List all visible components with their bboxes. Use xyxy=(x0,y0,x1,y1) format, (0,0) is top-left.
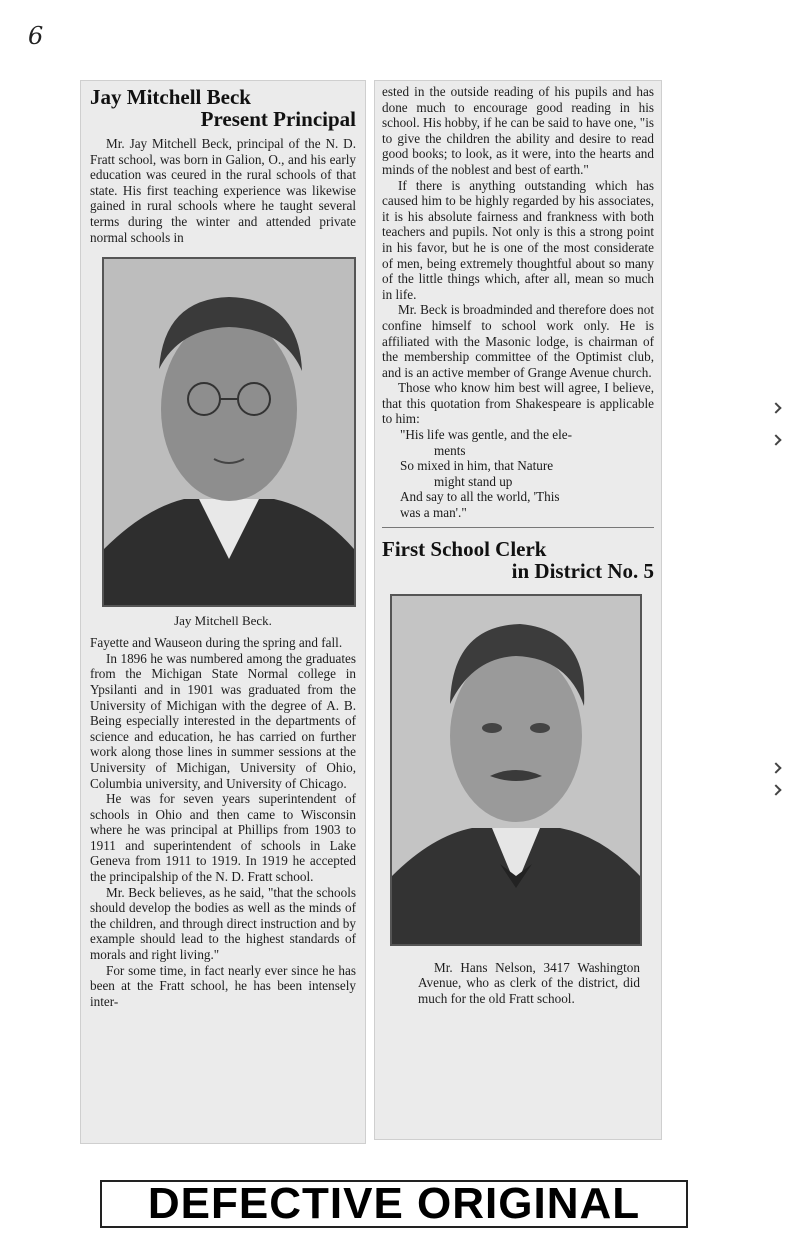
poem-line-3: So mixed in him, that Nature xyxy=(400,458,554,474)
beck-continuation-3: Those who know him best will agree, I believe, that this quotation from Shakespeare is applicable to him: xyxy=(382,380,654,427)
article-divider xyxy=(382,527,654,528)
beck-continuation-paragraph: ested in the outside reading of his pupils and has done much to encourage good reading in his school. His hobby, if he can be said to have one, "is to give the children the ability and desire to read good books; to look, as it were, into the hearts and minds of the noblest and best of earth." xyxy=(382,84,654,177)
defective-original-stamp xyxy=(100,1180,688,1228)
left-clipping xyxy=(80,80,366,1144)
margin-tick-mark xyxy=(770,784,781,795)
beck-headline-line2: Present Principal xyxy=(200,107,356,131)
nelson-caption: Mr. Hans Nelson, 3417 Washington Avenue, who as clerk of the district, did much for the old Fratt school. xyxy=(418,959,640,1006)
beck-headline-line1: Jay Mitchell Beck xyxy=(90,85,251,109)
right-clipping xyxy=(374,80,662,1140)
margin-tick-mark xyxy=(770,402,781,413)
poem-line-5: And say to all the world, 'This xyxy=(400,489,560,505)
beck-paragraph-3: He was for seven years superintendent of schools in Ohio and then came to Wisconsin where he was principal at Phillips from 1903 to 1911 and superintendent of schools in Lake Geneva from 1911 to 1919. In 1919 he accepted the principalship of the N. D. Fratt school. xyxy=(90,791,356,885)
margin-tick-mark xyxy=(770,434,781,445)
beck-photo-caption: Jay Mitchell Beck. xyxy=(174,613,272,629)
clerk-headline-line2: in District No. 5 xyxy=(511,558,654,583)
beck-paragraph-5: For some time, in fact nearly ever since he has been at the Fratt school, he has been intensely inter- xyxy=(90,962,356,1009)
beck-portrait-figure xyxy=(104,259,354,605)
beck-paragraph-1: Fayette and Wauseon during the spring and fall. xyxy=(90,635,343,651)
beck-continuation-2: Mr. Beck is broadminded and therefore does not confine himself to school work only. He is affiliated with the Masonic lodge, is chairman of the membership committee of the Optimist club, and is an active member of Grange Avenue church. xyxy=(382,302,654,380)
poem-line-6: was a man'." xyxy=(400,505,467,521)
shakespeare-quotation xyxy=(382,427,654,521)
beck-portrait-photo xyxy=(102,257,356,607)
poem-line-1: "His life was gentle, and the ele- xyxy=(400,427,572,443)
beck-headline xyxy=(90,86,356,130)
clerk-headline xyxy=(382,538,654,582)
stamp-text: DEFECTIVE ORIGINAL xyxy=(147,1179,641,1228)
margin-tick-mark xyxy=(770,762,781,773)
nelson-portrait-photo xyxy=(390,594,642,946)
nelson-portrait-figure xyxy=(392,596,640,944)
beck-paragraph-4: Mr. Beck believes, as he said, "that the schools should develop the bodies as well as the minds of the children, and through direct instruction and by example should lead to the highest standards of morals and right living." xyxy=(90,884,356,963)
beck-intro-paragraph: Mr. Jay Mitchell Beck, principal of the N. D. Fratt school, was born in Galion, O., and his early education was ceured in the rural schools of that state. His first teaching experience was likewise gained in rural schools where he taught several terms during the winter and attended private normal schools in xyxy=(90,136,356,245)
beck-continuation-1: If there is anything outstanding which has caused him to be highly regarded by his associates, it is his absolute fairness and frankness with both teachers and pupils. Not only is this a strong point in his favor, but he is one of the most considerate of men, being extremely thoughtful about so many of the little things which, after all, mean so much in life. xyxy=(382,177,654,302)
beck-paragraph-2: In 1896 he was numbered among the graduates from the Michigan State Normal college in Ypsilanti and in 1901 was graduated from the University of Michigan with the degree of A. B. Being especially interested in the departments of science and education, he has carried on further work along those lines in summer sessions at the University of Michigan, University of Ohio, Columbia university, and University of Chicago. xyxy=(90,650,356,791)
page-number: 6 xyxy=(28,22,44,50)
clerk-headline-line1: First School Clerk xyxy=(382,536,547,561)
poem-line-4: might stand up xyxy=(434,473,513,489)
poem-line-2: ments xyxy=(434,442,466,458)
